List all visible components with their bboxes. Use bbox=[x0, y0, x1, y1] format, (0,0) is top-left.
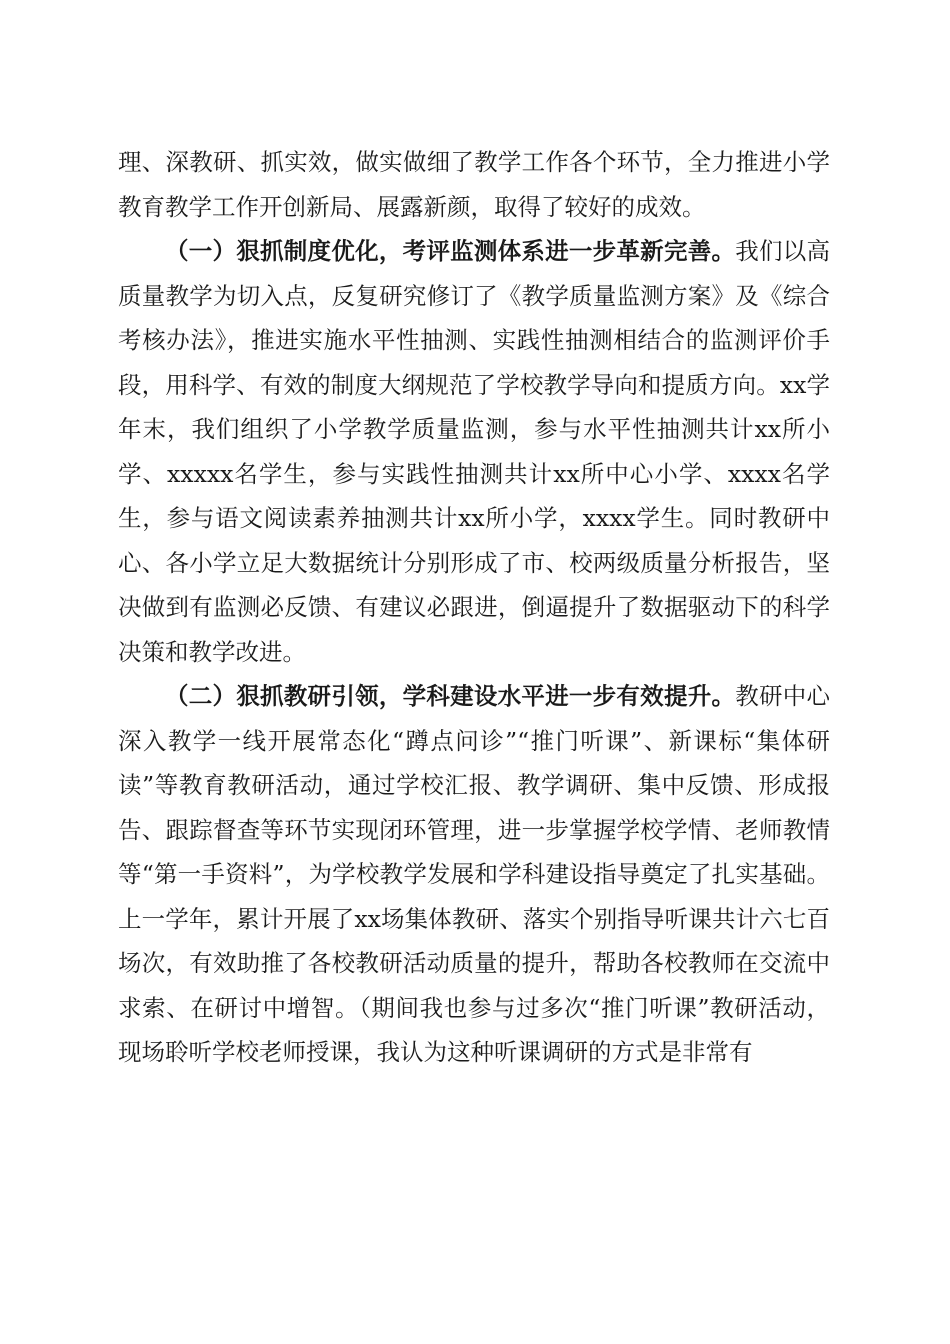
paragraph-text: 教研中心深入教学一线开展常态化“蹲点问诊”“推门听课”、新课标“集体研读”等教育教研活动，通过学校汇报、教学调研、集中反馈、形成报告、跟踪督查等环节实现闭环管理，进一步掌握学校学情、老师教情等“第一手资料”，为学校教学发展和学科建设指导奠定了扎实基础。上一学年，累计开展了xx场集体教研、落实个别指导听课共计六七百场次，有效助推了各校教研活动质量的提升，帮助各校教师在交流中求索、在研讨中增智。（期间我也参与过多次“推门听课”教研活动，现场聆听学校老师授课，我认为这种听课调研的方式是非常有 bbox=[118, 682, 831, 1066]
paragraph-lead: （二）狠抓教研引领，学科建设水平进一步有效提升。 bbox=[165, 682, 736, 710]
paragraph-section-1 bbox=[118, 229, 830, 674]
paragraph-section-2 bbox=[118, 674, 830, 1075]
paragraph-text: 我们以高质量教学为切入点，反复研究修订了《教学质量监测方案》及《综合考核办法》，推进实施水平性抽测、实践性抽测相结合的监测评价手段，用科学、有效的制度大纲规范了学校教学导向和提质方向。xx学年末，我们组织了小学教学质量监测，参与水平性抽测共计xx所小学、xxxxx名学生，参与实践性抽测共计xx所中心小学、xxxx名学生，参与语文阅读素养抽测共计xx所小学，xxxx学生。同时教研中心、各小学立足大数据统计分别形成了市、校两级质量分析报告，坚决做到有监测必反馈、有建议必跟进，倒逼提升了数据驱动下的科学决策和教学改进。 bbox=[118, 237, 831, 666]
paragraph-text: 理、深教研、抓实效，做实做细了教学工作各个环节，全力推进小学教育教学工作开创新局、展露新颜，取得了较好的成效。 bbox=[118, 148, 830, 221]
paragraph-lead: （一）狠抓制度优化，考评监测体系进一步革新完善。 bbox=[165, 237, 736, 265]
document-page bbox=[118, 140, 830, 1075]
paragraph-continuation bbox=[118, 140, 830, 229]
